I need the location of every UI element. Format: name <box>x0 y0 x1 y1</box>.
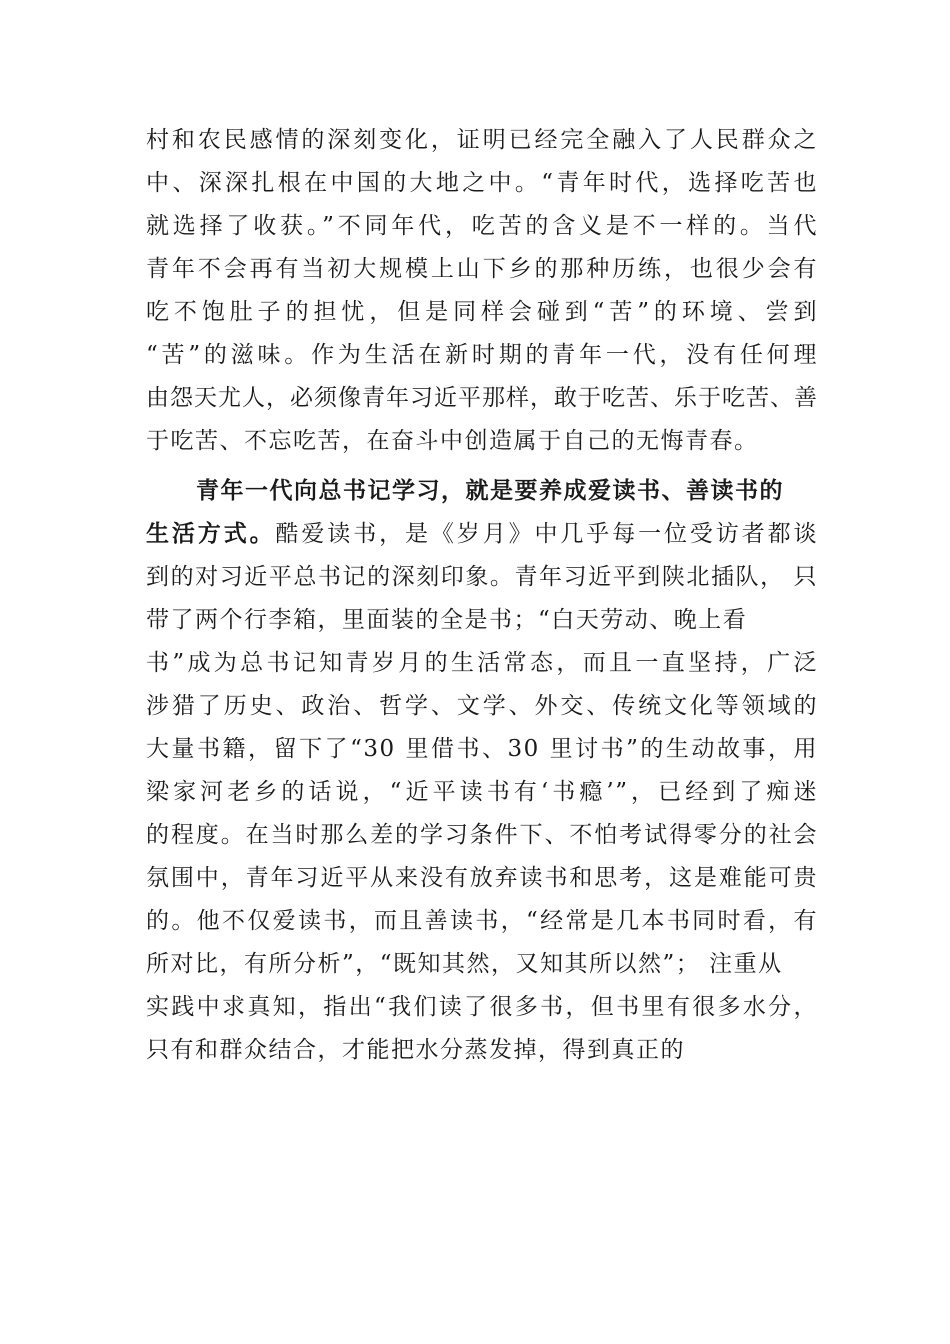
para2-line-8: 氛围中，青年习近平从来没有放弃读书和思考，这是难能可贵 <box>146 865 818 891</box>
para1-line-3: 就选择了收获。”不同年代，吃苦的含义是不一样的。当代 <box>146 213 818 239</box>
para2-line-5: 大量书籍，留下了“30 里借书、30 里讨书”的生动故事，用 <box>146 736 818 762</box>
para1-line-2: 中、深深扎根在中国的大地之中。“青年时代，选择吃苦也 <box>146 170 818 196</box>
para2-line-12: 只有和群众结合，才能把水分蒸发掉，得到真正的 <box>146 1037 685 1063</box>
para1-line-7: 由怨天尤人，必须像青年习近平那样，敢于吃苦、乐于吃苦、善 <box>146 385 818 411</box>
para2-line-10: 所对比，有所分析”，“既知其然，又知其所以然”； 注重从 <box>146 951 783 977</box>
para1-line-8: 于吃苦、不忘吃苦，在奋斗中创造属于自己的无悔青春。 <box>146 428 759 454</box>
para2-heading-bold: 生活方式。 <box>146 520 276 547</box>
para2-line-11: 实践中求真知，指出“我们读了很多书，但书里有很多水分， <box>146 994 818 1020</box>
para2-heading-rest: 酷爱读书，是《岁月》中几乎每一位受访者都谈 <box>275 521 818 547</box>
para2-line-2: 带了两个行李箱，里面装的全是书；“白天劳动、晚上看 <box>146 607 748 633</box>
para1-line-5: 吃不饱肚子的担忧，但是同样会碰到“苦”的环境、尝到 <box>146 299 818 325</box>
para2-line-9: 的。他不仅爱读书，而且善读书，“经常是几本书同时看，有 <box>146 908 818 934</box>
para1-line-1: 村和农民感情的深刻变化，证明已经完全融入了人民群众之 <box>146 127 818 153</box>
para2-line-3: 书”成为总书记知青岁月的生活常态，而且一直坚持，广泛 <box>146 650 818 676</box>
para2-heading-line-2 <box>146 516 818 552</box>
para2-heading-line-1: 青年一代向总书记学习，就是要养成爱读书、善读书的 <box>196 477 784 504</box>
para1-line-4: 青年不会再有当初大规模上山下乡的那种历练，也很少会有 <box>146 256 818 282</box>
para2-line-1: 到的对习近平总书记的深刻印象。青年习近平到陕北插队， 只 <box>146 564 818 590</box>
para2-line-6: 梁家河老乡的话说，“近平读书有‘书瘾’”，已经到了痴迷 <box>146 779 818 805</box>
para1-line-6: “苦”的滋味。作为生活在新时期的青年一代，没有任何理 <box>146 342 818 368</box>
para2-line-7: 的程度。在当时那么差的学习条件下、不怕考试得零分的社会 <box>146 822 818 848</box>
para2-line-4: 涉猎了历史、政治、哲学、文学、外交、传统文化等领域的 <box>146 693 818 719</box>
